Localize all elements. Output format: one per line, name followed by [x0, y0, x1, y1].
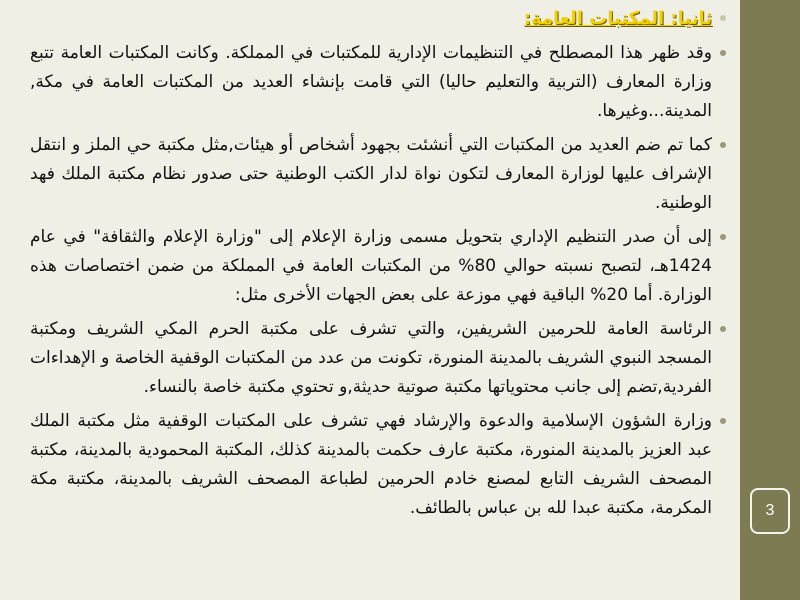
- bullet-paragraph-3: إلى أن صدر التنظيم الإداري بتحويل مسمى وزارة الإعلام إلى "وزارة الإعلام والثقافة" في عام 1424هـ، لتصبح نسبته حوالي 80% من المكتبات العامة في المملكة من ضمن اختصاصات هذه الوزارة. أما 20% الباقية فهي موزعة على بعض الجهات الأخرى مثل:: [30, 223, 726, 310]
- bullet-paragraph-4: الرئاسة العامة للحرمين الشريفين، والتي تشرف على مكتبة الحرم المكي الشريف ومكتبة المسجد النبوي الشريف بالمدينة المنورة، تكونت من عدد من المكتبات الوقفية الخاصة و الإهداءات الفردية,تضم إلى جانب محتوياتها مكتبة صوتية حديثة,و تحتوي مكتبة خاصة بالنساء.: [30, 315, 726, 402]
- bullet-paragraph-1: وقد ظهر هذا المصطلح في التنظيمات الإدارية للمكتبات في المملكة. وكانت المكتبات العامة تتبع وزارة المعارف (التربية والتعليم حاليا) التي قامت بإنشاء العديد من المكتبات العامة في مكة, المدينة...وغيرها.: [30, 39, 726, 126]
- section-heading: ثانيا: المكتبات العامة:: [523, 8, 712, 29]
- slide-content: [30, 4, 726, 528]
- bullet-paragraph-5: وزارة الشؤون الإسلامية والدعوة والإرشاد فهي تشرف على المكتبات الوقفية مثل مكتبة الملك عبد العزيز بالمدينة المنورة، مكتبة عارف حكمت بالمدينة كذلك، المكتبة المحمودية بالمدينة، مكتبة المصحف الشريف التابع لمصنع خادم الحرمين لطباعة المصحف الشريف بالمدينة، مكتبة مكة المكرمة، مكتبة عبدا لله بن عباس بالطائف.: [30, 407, 726, 523]
- page-number-badge: 3: [750, 488, 790, 534]
- bullet-heading: [30, 4, 726, 34]
- bullet-paragraph-2: كما تم ضم العديد من المكتبات التي أنشئت بجهود أشخاص أو هيئات,مثل مكتبة حي الملز و انتقل الإشراف عليها لوزارة المعارف لتكون نواة لدار الكتب الوطنية حتى صدور نظام مكتبة الملك فهد الوطنية.: [30, 131, 726, 218]
